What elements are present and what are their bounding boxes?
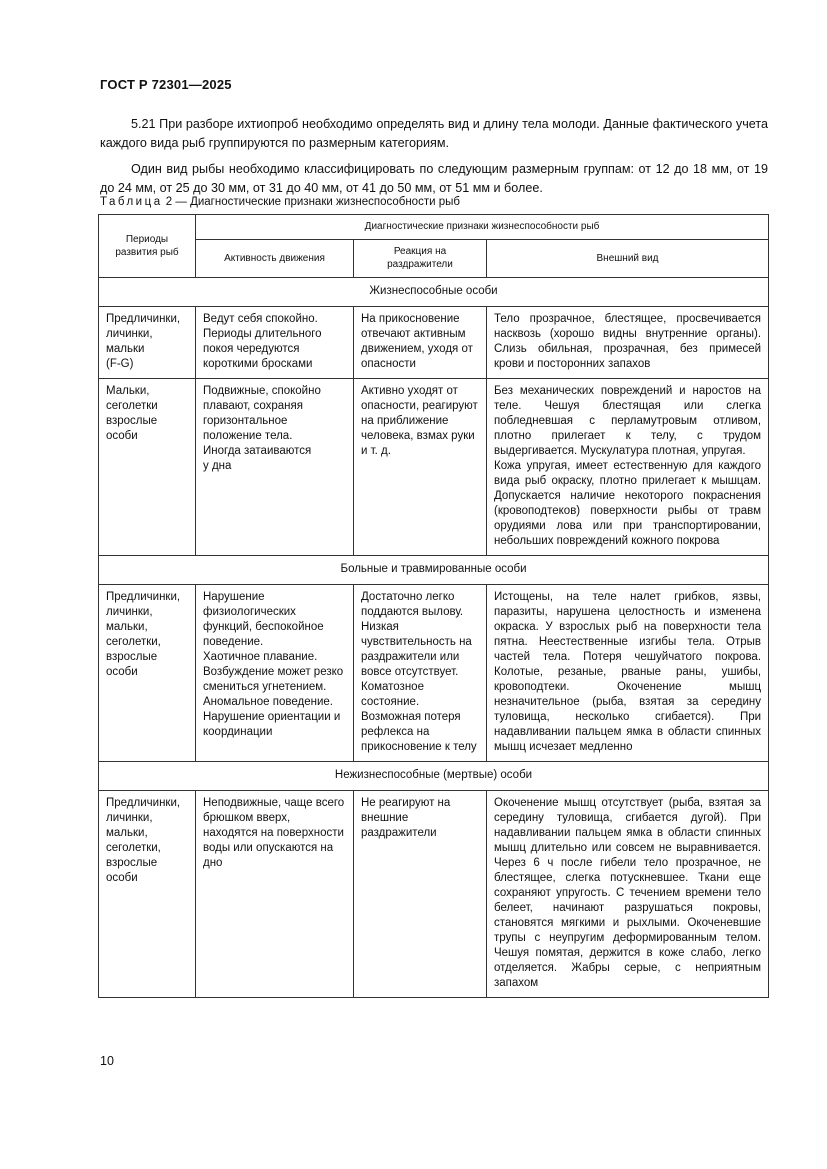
cell-activity: Нарушение физиологических функций, беспокойное поведение. Хаотичное плавание. Возбуждение может резко смениться угнетением. Аномальное поведение. Нарушение ориентации и координации: [196, 585, 354, 762]
cell-activity: Подвижные, спокойно плавают, сохраняя горизонтальное положение тела. Иногда затаиваются у дна: [196, 379, 354, 556]
diagnostic-table: [98, 214, 769, 998]
cell-period: Предличинки, личинки, мальки (F-G): [99, 307, 196, 379]
cell-appearance: Истощены, на теле налет грибков, язвы, паразиты, нарушена целостность и изменена окраска. У взрослых рыб на поверхности тела пятна. Неестественные изгибы тела. Отрыв частей тела. Потеря чешуйчатого покрова. Колотые, резаные, рваные раны, ушибы, кровоподтеки. Окоченение мышц незначительное (рыба, взятая за середину туловища, несколько сгибается). При надавливании пальцем ямка в области спинных мышц исчезает медленно: [487, 585, 769, 762]
cell-appearance: Окоченение мышц отсутствует (рыба, взятая за середину туловища, сгибается дугой). При надавливании пальцем ямка в области спинных мышц длительно или совсем не выравнивается. Через 6 ч после гибели тело прозрачное, не блестящее, слегка потускневшее. Ткани еще сохраняют упругость. С течением времени тело белеет, начинают разрушаться покровы, становятся мягкими и рыхлыми. Окоченевшие трупы с неупругим деформированным телом. Чешуя помятая, держится в коже слабо, легко отделяется. Жабры серые, с неприятным запахом: [487, 791, 769, 998]
paragraph-size-groups: Один вид рыбы необходимо классифицировать по следующим размерным группам: от 12 до 18 мм, от 19 до 24 мм, от 25 до 30 мм, от 31 до 40 мм, от 41 до 50 мм, от 51 мм и более.: [100, 162, 768, 195]
cell-reaction: Активно уходят от опасности, реагируют на приближение человека, взмах руки и т. д.: [354, 379, 487, 556]
group-title: Нежизнеспособные (мертвые) особи: [99, 762, 769, 791]
paragraph-5-21: 5.21 При разборе ихтиопроб необходимо определять вид и длину тела молоди. Данные фактического учета каждого вида рыб группируются по размерным категориям.: [100, 117, 768, 150]
page-number: 10: [100, 1054, 114, 1068]
table-row: [99, 585, 769, 762]
cell-appearance: Тело прозрачное, блестящее, просвечивается насквозь (хорошо видны внутренние органы). Слизь обильная, прозрачная, без примесей крови и посторонних запахов: [487, 307, 769, 379]
group-row: [99, 762, 769, 791]
cell-appearance: Без механических повреждений и наростов на теле. Чешуя блестящая или слегка побледневшая с перламутровым отливом, плотно прилегает к телу, с трудом выдергивается. Мускулатура плотная, упругая. Кожа упругая, имеет естественную для каждого вида рыб окраску, плотно прилегает к мышцам. Допускается наличие некоторого покраснения (кровоподтеков) поверхности рыбы от травм орудиями лова или при транспортировании, небольших повреждений кожного покрова: [487, 379, 769, 556]
cell-reaction: Достаточно легко поддаются вылову. Низкая чувствительность на раздражители или вовсе отсутствует. Коматозное состояние. Возможная потеря рефлекса на прикосновение к телу: [354, 585, 487, 762]
group-row: [99, 278, 769, 307]
cell-period: Предличинки, личинки, мальки, сеголетки, взрослые особи: [99, 585, 196, 762]
header-diagnostic: Диагностические признаки жизнеспособности рыб: [196, 215, 769, 240]
cell-period: Мальки, сеголетки взрослые особи: [99, 379, 196, 556]
intro-text: [100, 115, 768, 205]
cell-activity: Ведут себя спокойно. Периоды длительного покоя чередуются короткими бросками: [196, 307, 354, 379]
header-appearance: Внешний вид: [487, 240, 769, 278]
header-activity: Активность движения: [196, 240, 354, 278]
table-caption-prefix: Таблица: [100, 196, 163, 208]
group-title: Больные и травмированные особи: [99, 556, 769, 585]
table-caption-text: 2 — Диагностические признаки жизнеспособности рыб: [162, 196, 460, 208]
table-caption: [100, 196, 460, 208]
header-reaction: Реакция на раздражители: [354, 240, 487, 278]
cell-period: Предличинки, личинки, мальки, сеголетки, взрослые особи: [99, 791, 196, 998]
cell-reaction: На прикосновение отвечают активным движением, уходя от опасности: [354, 307, 487, 379]
group-title: Жизнеспособные особи: [99, 278, 769, 307]
table-row: [99, 307, 769, 379]
cell-activity: Неподвижные, чаще всего брюшком вверх, находятся на поверхности воды или опускаются на дно: [196, 791, 354, 998]
group-row: [99, 556, 769, 585]
table-row: [99, 379, 769, 556]
header-periods: Периоды развития рыб: [99, 215, 196, 278]
document-header: ГОСТ Р 72301—2025: [100, 77, 232, 92]
cell-reaction: Не реагируют на внешние раздражители: [354, 791, 487, 998]
table-row: [99, 791, 769, 998]
